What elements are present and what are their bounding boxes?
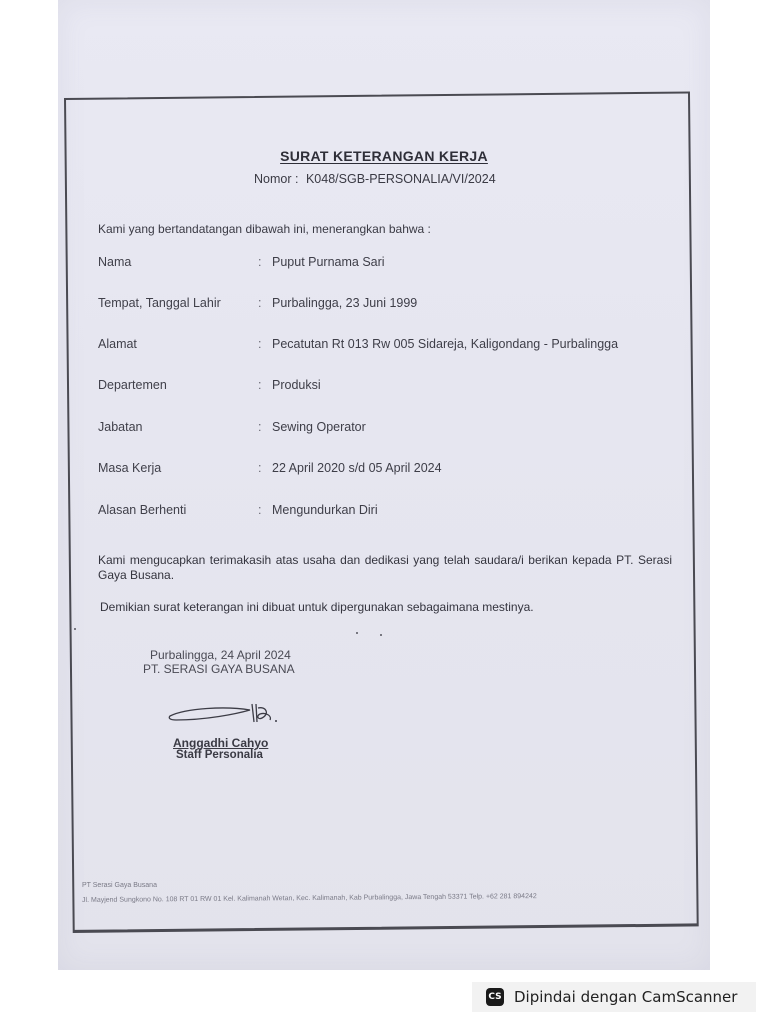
intro-sentence: Kami yang bertandatangan dibawah ini, menerangkan bahwa : [98,222,431,236]
field-value: 22 April 2020 s/d 05 April 2024 [272,461,442,475]
field-label: Alamat [98,337,137,351]
field-value: Purbalingga, 23 Juni 1999 [272,296,418,310]
signer-name: Anggadhi Cahyo [173,736,269,750]
document-title: SURAT KETERANGAN KERJA [280,148,488,164]
thanks-paragraph: Kami mengucapkan terimakasih atas usaha dan dedikasi yang telah saudara/i berikan kepada PT. Serasi Gaya Busana. [98,553,672,582]
place-date: Purbalingga, 24 April 2024 [150,648,291,662]
field-separator: : [258,296,262,310]
field-row-jabatan [98,420,678,438]
footer-company: PT Serasi Gaya Busana [82,882,157,889]
field-row-nama [98,255,678,273]
field-label: Alasan Berhenti [98,503,187,517]
footer-address: Jl. Mayjend Sungkono No. 108 RT 01 RW 01 Kel. Kalimanah Wetan, Kec. Kalimanah, Kab Purbalingga, Jawa Tengah 53371 Telp. +62 281 894242 [82,893,537,904]
field-label: Departemen [98,378,167,392]
watermark-text: Dipindai dengan CamScanner [514,988,738,1006]
field-separator: : [258,503,262,517]
field-value: Sewing Operator [272,420,366,434]
camscanner-icon: CS [486,988,504,1006]
company-name: PT. SERASI GAYA BUSANA [143,662,295,676]
field-label: Nama [98,255,132,269]
field-label: Masa Kerja [98,461,162,475]
nomor-value: K048/SGB-PERSONALIA/VI/2024 [305,172,496,186]
field-row-tempat-tanggal-lahir [98,296,678,314]
scan-speck [380,634,382,636]
field-row-departemen [98,378,678,396]
field-separator: : [258,255,262,269]
closing-sentence: Demikian surat keterangan ini dibuat untuk dipergunakan sebagaimana mestinya. [100,600,534,614]
field-separator: : [258,378,262,392]
field-separator: : [258,337,262,351]
field-value: Produksi [272,378,321,392]
field-label: Tempat, Tanggal Lahir [98,296,221,310]
field-value: Mengundurkan Diri [272,503,378,517]
camscanner-watermark [472,982,756,1012]
field-row-masa-kerja [98,461,678,479]
field-separator: : [258,461,262,475]
field-value: Pecatutan Rt 013 Rw 005 Sidareja, Kaligondang - Purbalingga [272,337,619,351]
field-label: Jabatan [98,420,143,434]
nomor-separator: : [295,172,299,186]
scan-speck [356,632,358,634]
nomor-label: Nomor [254,172,292,186]
field-row-alasan-berhenti [98,503,678,521]
document-number [254,172,496,186]
handwritten-signature [166,700,282,730]
field-row-alamat [98,337,678,355]
field-value: Puput Purnama Sari [272,255,385,269]
scan-speck [74,628,76,630]
signer-role: Staff Personalia [176,749,263,761]
field-separator: : [258,420,262,434]
